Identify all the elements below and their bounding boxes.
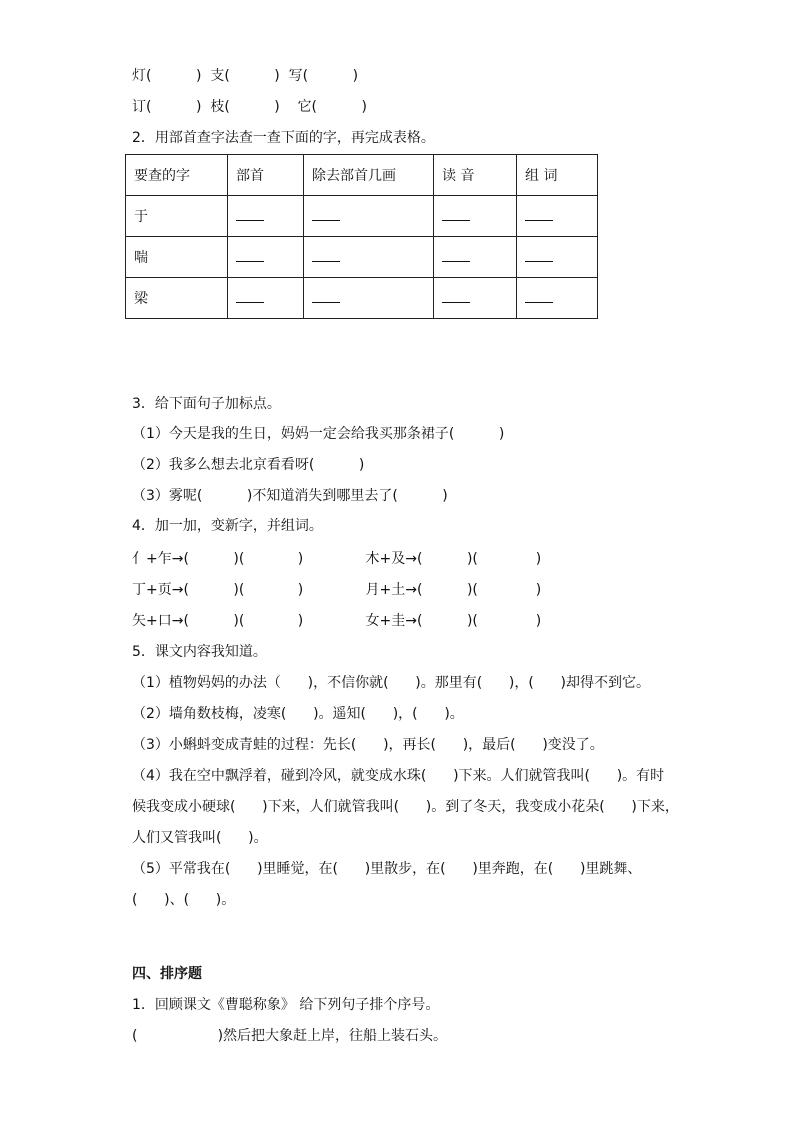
table-header-cell: 除去部首几画 [304,155,434,196]
answer-blank[interactable] [304,278,434,319]
answer-blank[interactable] [228,237,304,278]
question-2-prompt: 2．用部首查字法查一查下面的字，再完成表格。 [132,130,435,146]
answer-blank[interactable] [434,278,517,319]
answer-blank[interactable] [228,196,304,237]
question-4-prompt: 4．加一加，变新字，并组词。 [132,518,323,534]
table-header-cell: 要查的字 [126,155,228,196]
question-5-item: （1）植物妈妈的办法（ )，不信你就( )。那里有( )，( )却得不到它。 [132,675,650,691]
sorting-item: ( )然后把大象赶上岸，往船上装石头。 [132,1028,448,1044]
answer-blank[interactable] [517,278,598,319]
lookup-char: 于 [126,196,228,237]
char-line-2: 订( ) 枝( ) 它( ) [132,99,367,115]
question-5-item-continued: ( )、( )。 [132,892,236,908]
answer-blank[interactable] [304,237,434,278]
answer-blank[interactable] [434,196,517,237]
question-5-item: （3）小蝌蚪变成青蛙的过程：先长( )，再长( )，最后( )变没了。 [132,737,604,753]
section-4-heading: 四、排序题 [132,966,202,982]
table-row [126,278,598,319]
char-line-1: 灯( ) 支( ) 写( ) [132,68,359,84]
answer-blank[interactable] [228,278,304,319]
question-3-prompt: 3．给下面句子加标点。 [132,396,281,412]
question-5-item: （5）平常我在( )里睡觉，在( )里散步，在( )里奔跑，在( )里跳舞、 [132,861,642,877]
table-header-row [126,155,598,196]
table-row [126,196,598,237]
question-5-item-continued: 人们又管我叫( )。 [132,830,268,846]
sorting-question-prompt: 1．回顾课文《曹聪称象》 给下列句子排个序号。 [132,997,440,1013]
question-5-item: （4）我在空中飘浮着，碰到冷风，就变成水珠( )下来。人们就管我叫( )。有时 [132,768,665,784]
question-4-row: 矢+口→( )( ) 女+圭→( )( ) [132,613,542,629]
answer-blank[interactable] [434,237,517,278]
question-5-item: （2）墙角数枝梅，凌寒( )。遥知( )，( )。 [132,706,464,722]
lookup-char: 喘 [126,237,228,278]
question-5-item-continued: 候我变成小硬球( )下来，人们就管我叫( )。到了冬天，我变成小花朵( )下来， [132,799,679,815]
question-4-row: 丁+页→( )( ) 月+土→( )( ) [132,582,542,598]
question-3-item: （1）今天是我的生日，妈妈一定会给我买那条裙子( ) [132,426,505,442]
table-header-cell: 组 词 [517,155,598,196]
question-3-item: （2）我多么想去北京看看呀( ) [132,457,365,473]
question-3-item: （3）雾呢( )不知道消失到哪里去了( ) [132,488,448,504]
answer-blank[interactable] [517,196,598,237]
radical-lookup-table [125,154,598,319]
table-row [126,237,598,278]
lookup-char: 梁 [126,278,228,319]
answer-blank[interactable] [304,196,434,237]
table-header-cell: 部首 [228,155,304,196]
answer-blank[interactable] [517,237,598,278]
table-header-cell: 读 音 [434,155,517,196]
question-4-row: 亻+乍→( )( ) 木+及→( )( ) [132,551,542,567]
question-5-prompt: 5．课文内容我知道。 [132,644,267,660]
